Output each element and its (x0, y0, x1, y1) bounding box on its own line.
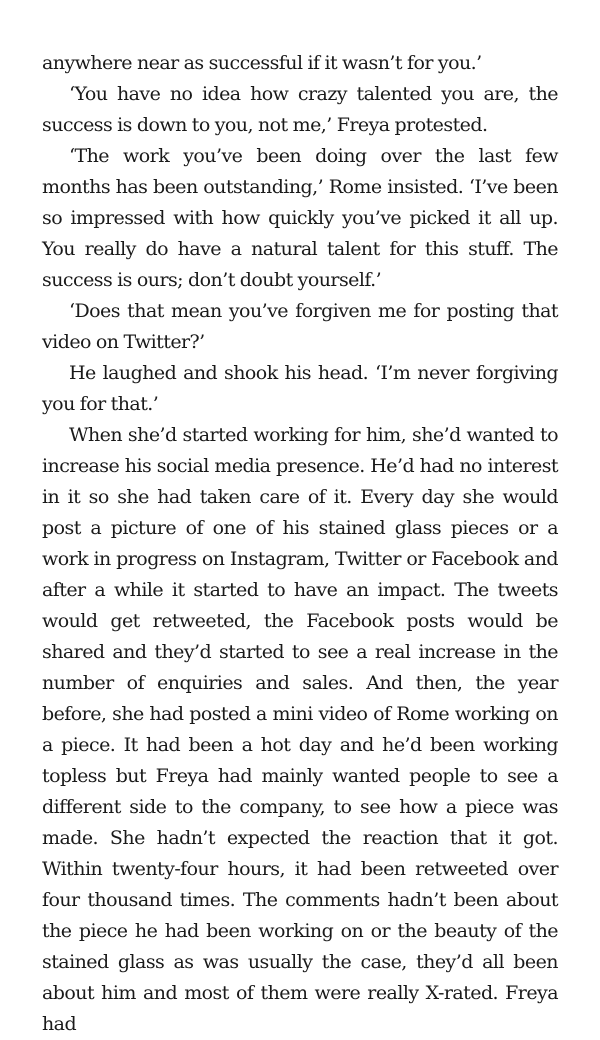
reader-page (42, 48, 558, 1040)
paragraph-continuation: anywhere near as successful if it wasn’t for you.’ (42, 52, 482, 74)
paragraph: When she’d started working for him, she’d wanted to increase his social media presence. He’d had no interest in it so she had taken care of it. Every day she would post a picture of one of his stained glass pieces or a work in progress on Instagram, Twitter or Facebook and after a while it started to have an impact. The tweets would get retweeted, the Facebook posts would be shared and they’d started to see a real increase in the number of enquiries and sales. And then, the year before, she had posted a mini video of Rome working on a piece. It had been a hot day and he’d been working topless but Freya had mainly wanted people to see a different side to the company, to see how a piece was made. She hadn’t expected the reaction that it got. Within twenty-four hours, it had been retweeted over four thousand times. The comments hadn’t been about the piece he had been working on or the beauty of the stained glass as was usually the case, they’d all been about him and most of them were really X-rated. Freya had (42, 424, 558, 1035)
paragraph: ‘Does that mean you’ve forgiven me for posting that video on Twitter?’ (42, 300, 558, 353)
paragraph: ‘The work you’ve been doing over the last few months has been outstanding,’ Rome insisted. ‘I’ve been so impressed with how quickly you’ve picked it all up. You really do have a natural talent for this stuff. The success is ours; don’t doubt yourself.’ (42, 145, 558, 291)
paragraph: ‘You have no idea how crazy talented you are, the success is down to you, not me,’ Freya protested. (42, 83, 558, 136)
paragraph: He laughed and shook his head. ‘I’m never forgiving you for that.’ (42, 362, 558, 415)
